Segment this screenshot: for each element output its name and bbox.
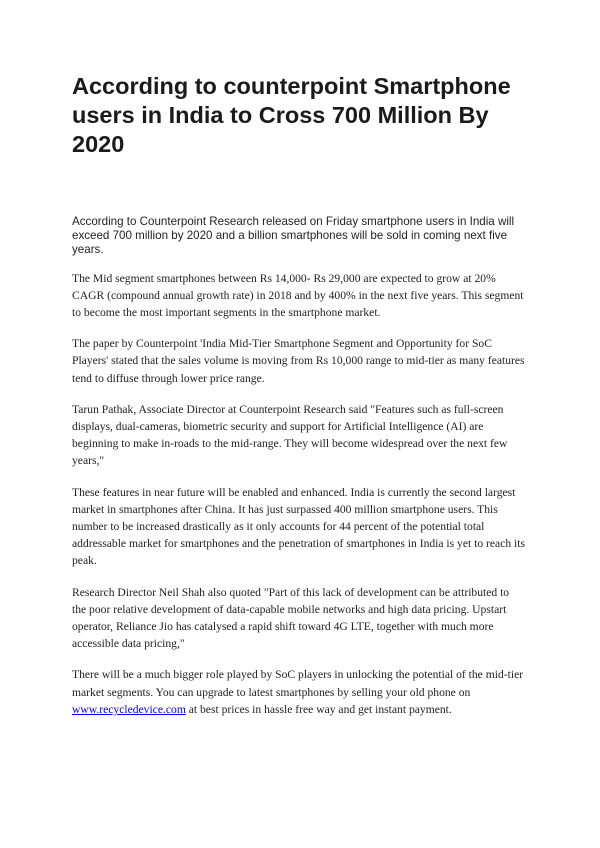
paragraph-soc-players xyxy=(72,666,526,718)
article-lead: According to Counterpoint Research released on Friday smartphone users in India will exceed 700 million by 2020 and a billion smartphones will be sold in coming next five years. xyxy=(72,215,515,257)
paragraph-counterpoint-paper: The paper by Counterpoint 'India Mid-Tier Smartphone Segment and Opportunity for SoC Players' stated that the sales volume is moving from Rs 10,000 range to mid-tier as many features tend to diffuse through lower price range. xyxy=(72,337,525,385)
recycledevice-link[interactable]: www.recycledevice.com xyxy=(72,702,186,716)
article-title: According to counterpoint Smartphone users in India to Cross 700 Million By 2020 xyxy=(72,73,511,157)
paragraph-text-before-link: There will be a much bigger role played by SoC players in unlocking the potential of the mid-tier market segments. You can upgrade to latest smartphones by selling your old phone on xyxy=(72,668,524,699)
paragraph-neil-shah-quote: Research Director Neil Shah also quoted "Part of this lack of development can be attributed to the poor relative development of data-capable mobile networks and high data pricing. Upstart operator, Reliance Jio has catalysed a rapid shift toward 4G LTE, together with much more accessible data pricing," xyxy=(72,585,510,651)
paragraph-tarun-pathak-quote: Tarun Pathak, Associate Director at Counterpoint Research said "Features such as full-screen displays, dual-cameras, biometric security and support for Artificial Intelligence (AI) are beginning to make in-roads to the mid-range. They will become widespread over the next few years," xyxy=(72,402,508,468)
paragraph-mid-segment: The Mid segment smartphones between Rs 14,000- Rs 29,000 are expected to grow at 20% CAGR (compound annual growth rate) in 2018 and by 400% in the next five years. This segment to become the most important segments in the smartphone market. xyxy=(72,271,524,320)
paragraph-text-after-link: at best prices in hassle free way and get instant payment. xyxy=(185,702,452,716)
paragraph-market-features: These features in near future will be enabled and enhanced. India is currently the second largest market in smartphones after China. It has just surpassed 400 million smartphone users. This number to be increased drastically as it only accounts for 44 percent of the potential total addressable market for smartphones and the penetration of smartphones in India is yet to reach its peak. xyxy=(72,485,525,568)
